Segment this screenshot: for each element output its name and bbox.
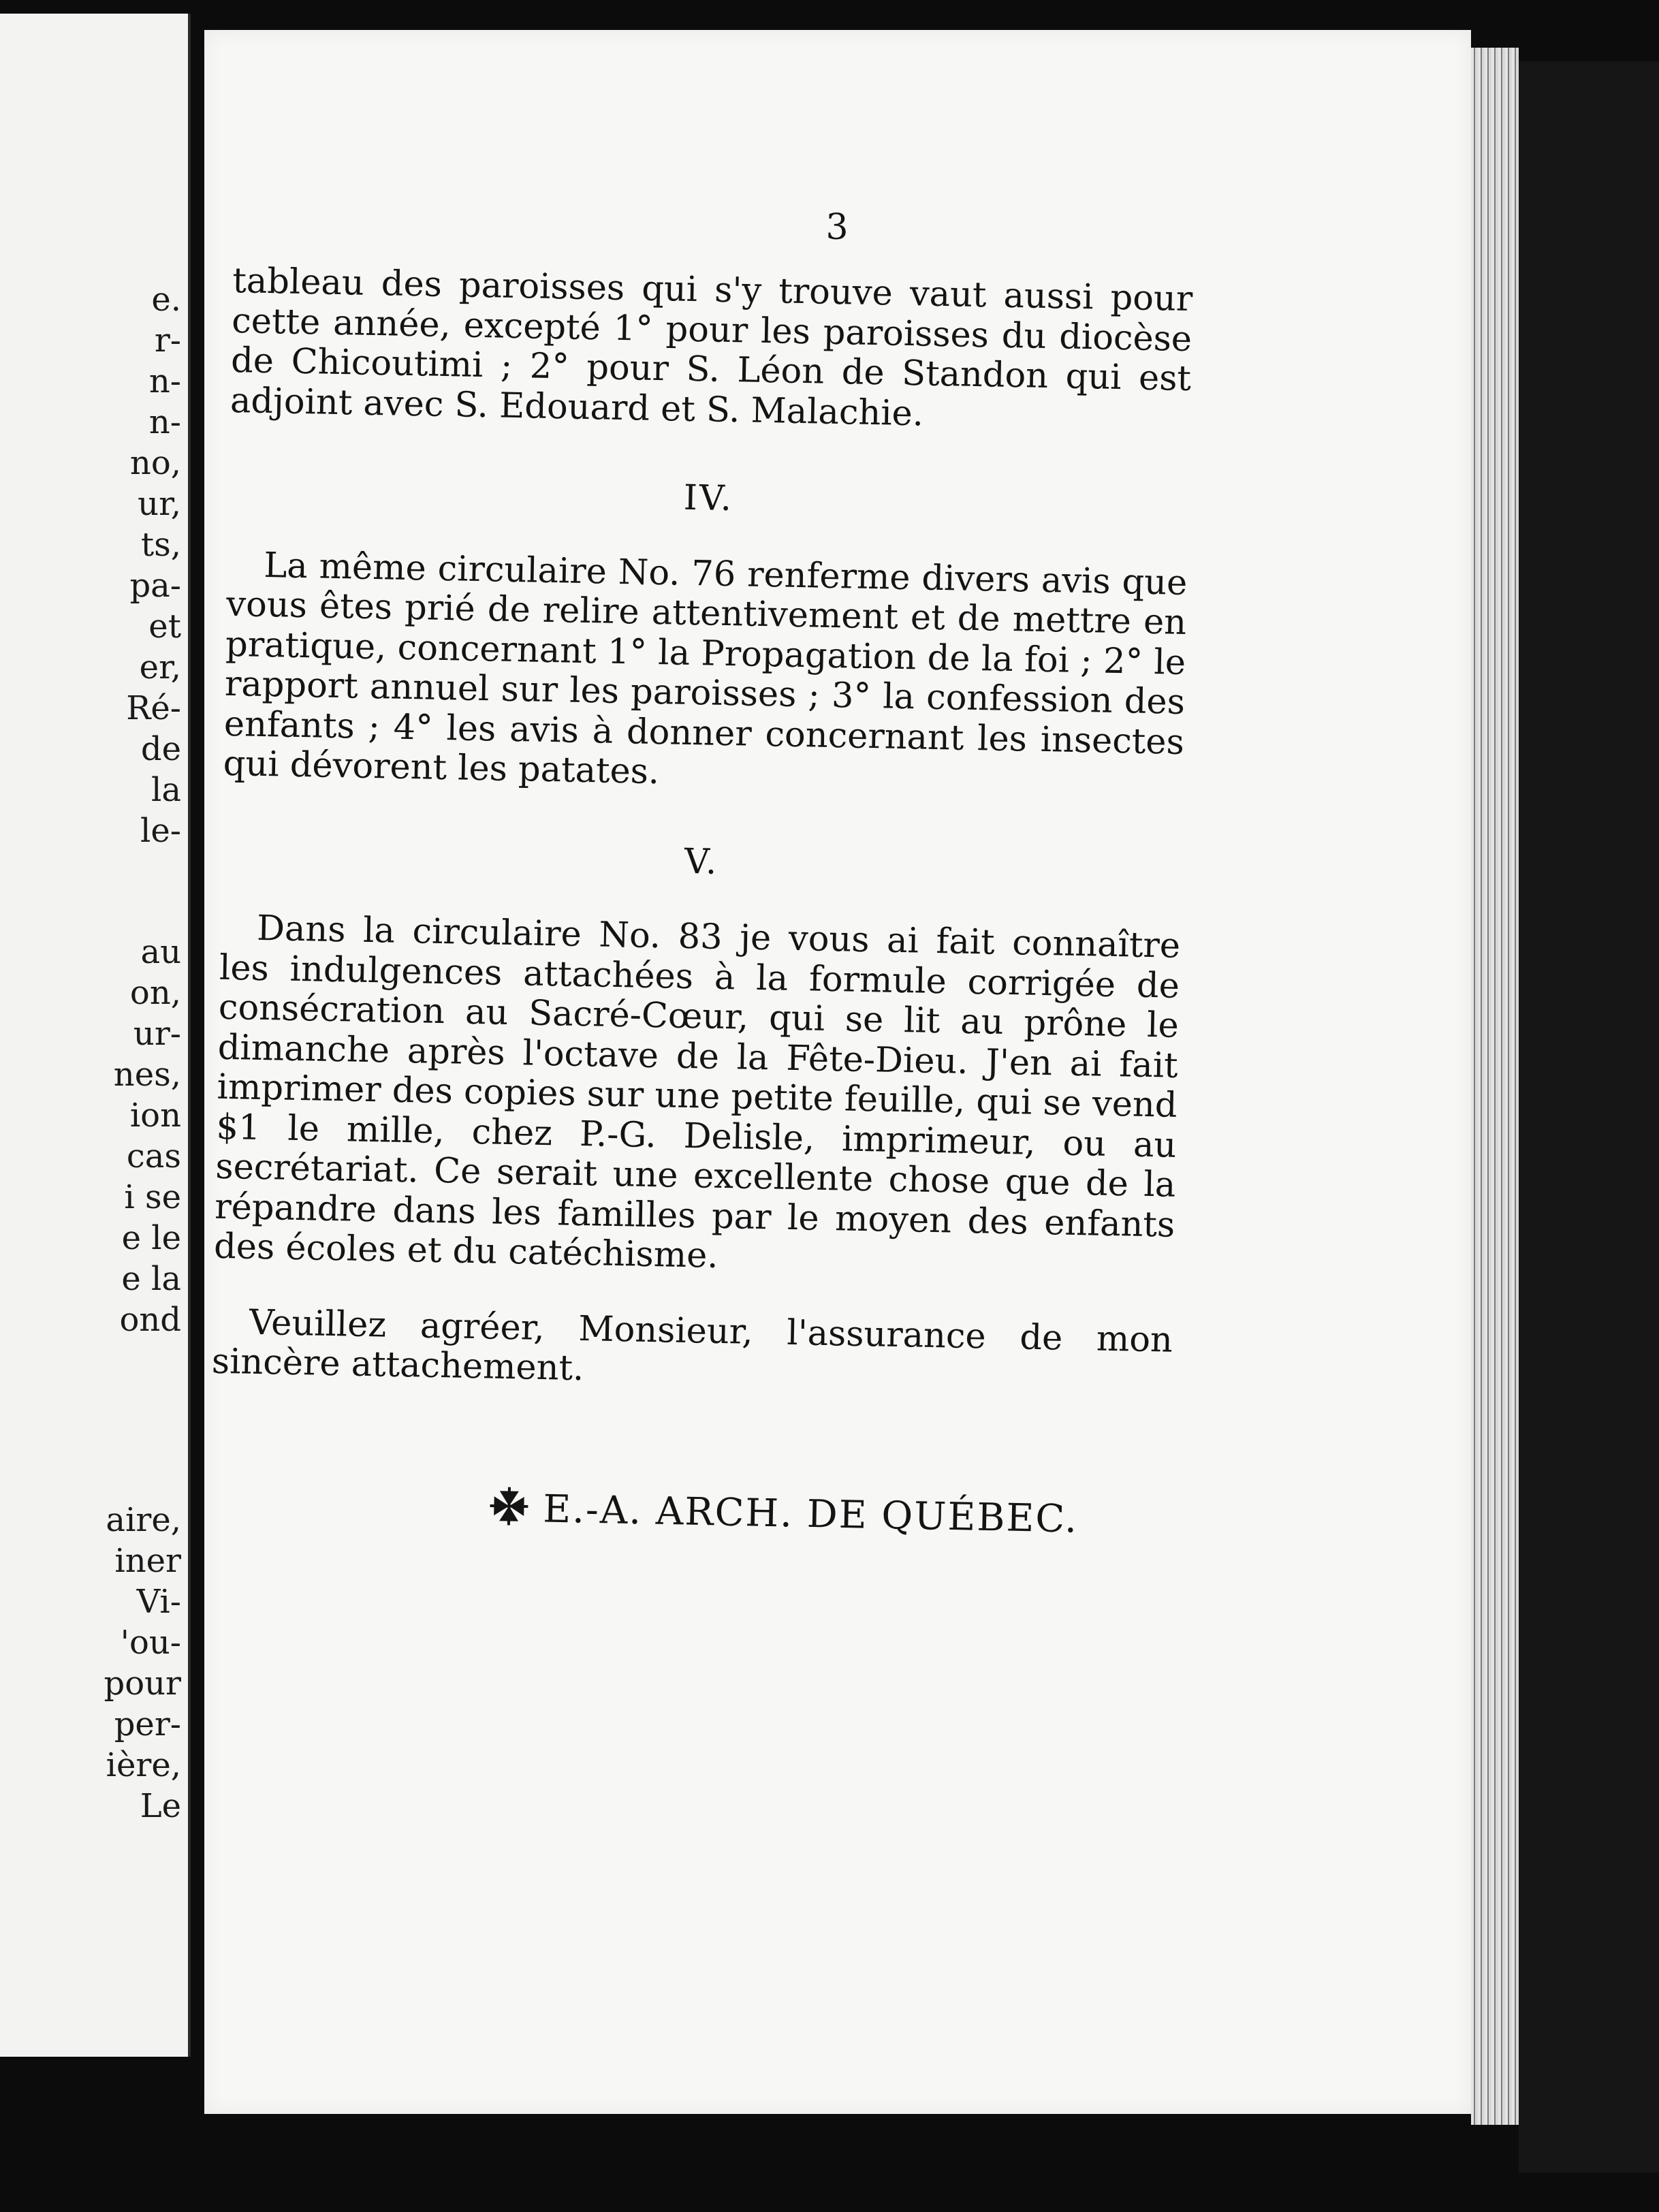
section-heading-v: V. [684, 841, 719, 883]
closing-paragraph: Veuillez agréer, Monsieur, l'assurance de mon sincère attachement. [211, 1302, 1173, 1389]
left-page-fragments-middle [114, 932, 181, 1340]
left-facing-page [0, 14, 191, 2057]
left-page-fragment: Le [140, 1787, 181, 1825]
left-page-fragment: pour [104, 1664, 181, 1703]
left-page-fragment: aire, [106, 1501, 181, 1539]
page-number: 3 [825, 207, 850, 248]
left-page-fragment: nes, [113, 1056, 181, 1094]
left-page-fragment: Ré- [126, 689, 181, 727]
main-page [204, 30, 1471, 2114]
left-page-fragment: la [151, 771, 181, 809]
maltese-cross-icon [490, 1487, 528, 1526]
left-page-fragment: n- [148, 403, 181, 441]
left-page-fragment: 'ou- [120, 1624, 181, 1662]
left-page-fragment: ière, [106, 1746, 181, 1784]
page-edges [1471, 48, 1519, 2125]
left-page-fragment: r- [154, 321, 181, 360]
page-body [211, 262, 1192, 1400]
intro-paragraph: tableau des paroisses qui s'y trouve vaut aussi pour cette année, excepté 1° pour les paroisses du diocèse de Chicoutimi ; 2° pour S. Léon de Standon qui est adjoint avec S. Edouard et S. Malachie. [230, 261, 1193, 434]
left-page-fragment: ond [119, 1301, 181, 1339]
left-page-fragment: le- [140, 812, 181, 850]
left-page-fragment: e le [121, 1219, 181, 1257]
left-page-fragment: i se [124, 1178, 181, 1216]
left-page-fragment: pa- [129, 567, 181, 605]
left-page-fragment: au [140, 933, 181, 971]
section-heading-iv: IV. [683, 477, 734, 520]
left-page-fragment: Vi- [136, 1583, 181, 1621]
left-page-fragment: cas [126, 1137, 181, 1175]
signature-text: E.-A. ARCH. DE QUÉBEC. [542, 1487, 1079, 1542]
left-page-fragment: ur- [133, 1015, 181, 1053]
left-page-fragment: de [140, 730, 181, 768]
left-page-fragments-top [126, 279, 181, 851]
book-binding [1519, 61, 1659, 2172]
left-page-fragment: e la [121, 1260, 181, 1298]
left-page-fragment: on, [129, 974, 181, 1012]
left-page-fragments-bottom [104, 1500, 181, 1827]
section-v-paragraph: Dans la circulaire No. 83 je vous ai fait connaître les indulgences attachées à la formule corrigée de consécration au Sacré-Cœur, qui se lit au prône le dimanche après l'octave de la Fête-Dieu. J'en ai fait imprimer des copies sur une petite feuille, qui se vend $1 le mille, chez P.-G. Delisle, imprimeur, ou au secrétariat. Ce serait une excellente chose que de la répandre dans les familles par le moyen des enfants des écoles et du catéchisme. [213, 908, 1181, 1276]
left-page-fragment: ion [129, 1096, 181, 1135]
left-page-fragment: no, [129, 444, 181, 482]
signature [490, 1486, 1079, 1542]
left-page-fragment: er, [139, 648, 181, 686]
left-page-fragment: n- [148, 362, 181, 400]
left-page-fragment: per- [114, 1705, 181, 1743]
left-page-fragment: et [148, 607, 181, 646]
left-page-fragment: ts, [140, 526, 181, 564]
left-page-fragment: e. [151, 281, 181, 319]
section-iv-paragraph: La même circulaire No. 76 renferme divers avis que vous êtes prié de relire attentivement et de mettre en pratique, concernant 1° la Propagation de la foi ; 2° le rapport annuel sur les paroisses ; 3° la confession des enfants ; 4° les avis à donner concernant les insectes qui dévorent les patates. [223, 545, 1188, 793]
left-page-fragment: ur, [138, 485, 181, 523]
left-page-fragment: iner [114, 1542, 181, 1580]
